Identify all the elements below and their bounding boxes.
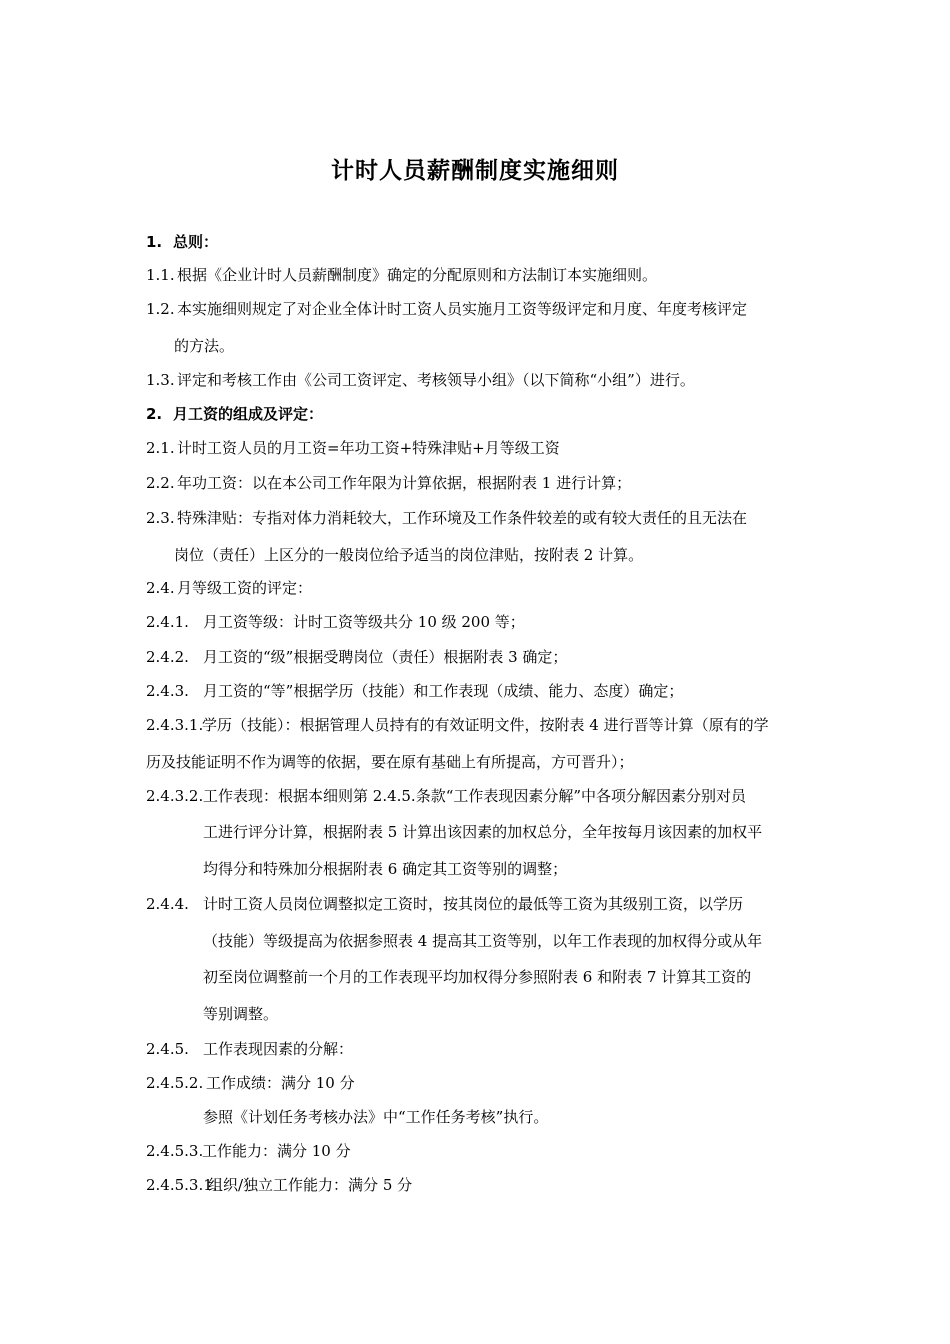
item-number: 2.4.5.3.1. [146, 1176, 218, 1194]
item-text: 月工资的“级”根据受聘岗位（责任）根据附表 3 确定； [203, 648, 568, 666]
clause-2-4-4 [146, 894, 743, 914]
clause-2-4-3-1-continuation: 历及技能证明不作为调等的依据，要在原有基础上有所提高，方可晋升）； [146, 753, 634, 771]
clause-2-4-3 [146, 681, 683, 701]
item-number: 2.4.3. [146, 682, 189, 700]
item-number: 2.4.1. [146, 613, 189, 631]
item-text: 根据《企业计时人员薪酬制度》确定的分配原则和方法制订本实施细则。 [177, 266, 658, 284]
item-number: 1.3. [146, 371, 175, 389]
item-number: 2.2. [146, 474, 175, 492]
clause-2-4-5-2-detail: 参照《计划任务考核办法》中“工作任务考核”执行。 [203, 1108, 549, 1126]
clause-2-4 [146, 578, 312, 598]
clause-2-3 [146, 508, 747, 528]
clause-2-4-3-2 [146, 786, 746, 806]
item-text: 月等级工资的评定： [177, 579, 313, 597]
item-text: 计时工资人员的月工资=年功工资+特殊津贴+月等级工资 [177, 439, 560, 457]
item-text: 月工资的组成及评定： [173, 405, 324, 423]
clause-2-4-2 [146, 647, 567, 667]
clause-2-4-5-2 [146, 1073, 355, 1093]
item-text: 月工资等级：计时工资等级共分 10 级 200 等； [203, 613, 525, 631]
clause-1-2-continuation: 的方法。 [174, 337, 235, 355]
item-number: 2.4.3.2. [146, 787, 204, 805]
item-text: 特殊津贴：专指对体力消耗较大，工作环境及工作条件较差的或有较大责任的且无法在 [177, 509, 748, 527]
section-heading-1 [146, 232, 218, 252]
item-number: 2.4.5. [146, 1040, 189, 1058]
item-text: 年功工资：以在本公司工作年限为计算依据，根据附表 1 进行计算； [177, 474, 632, 492]
item-text: 月工资的“等”根据学历（技能）和工作表现（成绩、能力、态度）确定； [203, 682, 684, 700]
clause-1-3 [146, 370, 695, 390]
clause-2-4-4-continuation: 等别调整。 [203, 1005, 279, 1023]
item-number: 2.1. [146, 439, 175, 457]
item-text: 学历（技能）：根据管理人员持有的有效证明文件，按附表 4 进行晋等计算（原有的学 [202, 716, 769, 734]
clause-2-4-5 [146, 1039, 353, 1059]
clause-2-3-continuation: 岗位（责任）上区分的一般岗位给予适当的岗位津贴，按附表 2 计算。 [174, 546, 644, 564]
item-text: 本实施细则规定了对企业全体计时工资人员实施月工资等级评定和月度、年度考核评定 [177, 300, 748, 318]
item-text: 总则： [173, 233, 219, 251]
item-text: 组织/独立工作能力：满分 5 分 [208, 1176, 413, 1194]
item-number: 1. [146, 233, 163, 251]
item-number: 2.4.2. [146, 648, 189, 666]
clause-2-4-4-continuation: 初至岗位调整前一个月的工作表现平均加权得分参照附表 6 和附表 7 计算其工资的 [203, 968, 752, 986]
item-number: 1.2. [146, 300, 175, 318]
clause-2-4-5-3 [146, 1141, 351, 1161]
clause-1-2 [146, 299, 747, 319]
item-text: 工作表现：根据本细则第 2.4.5.条款“工作表现因素分解”中各项分解因素分别对员 [203, 787, 747, 805]
clause-2-4-5-3-1 [146, 1175, 412, 1195]
item-text: 工作表现因素的分解： [203, 1040, 354, 1058]
item-text: 工作成绩：满分 10 分 [206, 1074, 355, 1092]
item-number: 2.4.3.1. [146, 716, 204, 734]
clause-2-4-1 [146, 612, 525, 632]
section-heading-2 [146, 404, 323, 424]
item-number: 2. [146, 405, 163, 423]
clause-2-1 [146, 438, 560, 458]
item-text: 评定和考核工作由《公司工资评定、考核领导小组》（以下简称“小组”）进行。 [177, 371, 695, 389]
item-text: 计时工资人员岗位调整拟定工资时，按其岗位的最低等工资为其级别工资，以学历 [203, 895, 744, 913]
item-number: 2.4.5.2. [146, 1074, 204, 1092]
item-number: 2.4. [146, 579, 175, 597]
item-text: 工作能力：满分 10 分 [202, 1142, 351, 1160]
item-number: 2.3. [146, 509, 175, 527]
page-title: 计时人员薪酬制度实施细则 [331, 158, 619, 184]
item-number: 2.4.4. [146, 895, 189, 913]
item-number: 2.4.5.3. [146, 1142, 204, 1160]
clause-2-2 [146, 473, 631, 493]
clause-2-4-3-2-continuation: 工进行评分计算，根据附表 5 计算出该因素的加权总分，全年按每月该因素的加权平 [203, 823, 763, 841]
clause-2-4-3-1 [146, 715, 769, 735]
item-number: 1.1. [146, 266, 175, 284]
clause-2-4-4-continuation: （技能）等级提高为依据参照表 4 提高其工资等别，以年工作表现的加权得分或从年 [203, 932, 763, 950]
clause-2-4-3-2-continuation: 均得分和特殊加分根据附表 6 确定其工资等别的调整； [203, 860, 568, 878]
clause-1-1 [146, 265, 657, 285]
